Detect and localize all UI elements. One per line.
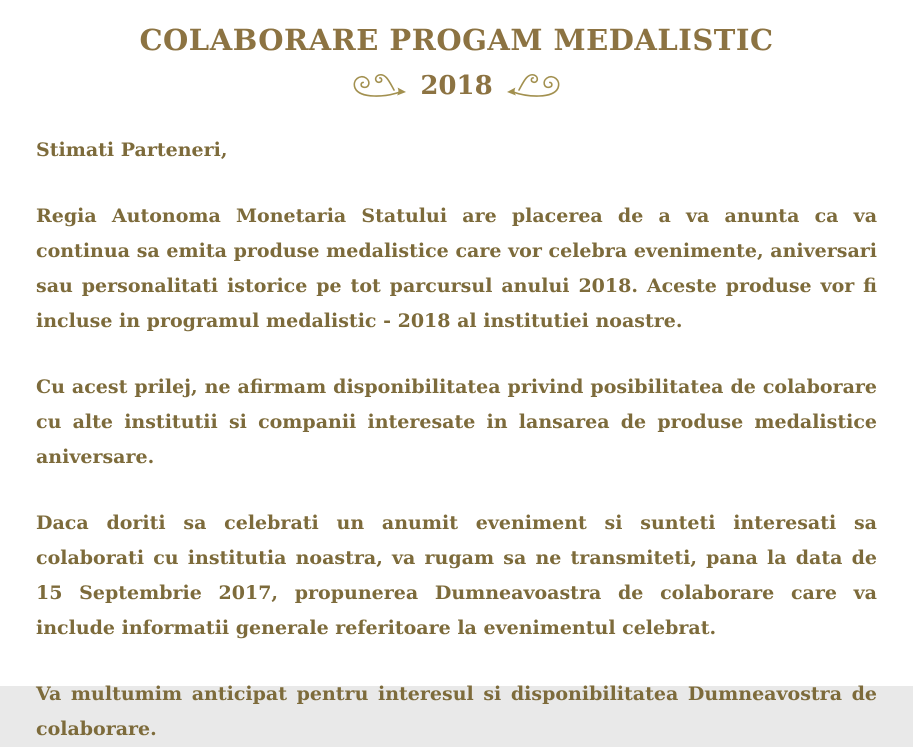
flourish-left-icon — [350, 70, 408, 104]
paragraph-4: Va multumim anticipat pentru interesul si disponibilitatea Dumneavostra de colaborare. — [36, 683, 877, 741]
paragraph-2: Cu acest prilej, ne afirmam disponibilitatea privind posibilitatea de colaborare cu alte institutii si companii interesate in lansarea de produse medalistice aniversare. — [36, 376, 877, 469]
greeting: Stimati Parteneri, — [36, 139, 228, 162]
page-title: COLABORARE PROGAM MEDALISTIC — [139, 23, 774, 57]
year-row — [36, 67, 877, 107]
paragraph-3: Daca doriti sa celebrati un anumit eveniment si sunteti interesati sa colaborati cu institutia noastra, va rugam sa ne transmiteti, pana la data de 15 Septembrie 2017, propunerea Dumneavoastra de colaborare care va include informatii generale referitoare la evenimentul celebrat. — [36, 512, 877, 640]
year-text: 2018 — [420, 71, 493, 102]
flourish-right-icon — [505, 70, 563, 104]
paragraph-1: Regia Autonoma Monetaria Statului are placerea de a va anunta ca va continua sa emita produse medalistice care vor celebra evenimente, aniversari sau personalitati istorice pe tot parcursul anului 2018. Aceste produse vor fi incluse in programul medalistic - 2018 al institutiei noastre. — [36, 205, 877, 333]
